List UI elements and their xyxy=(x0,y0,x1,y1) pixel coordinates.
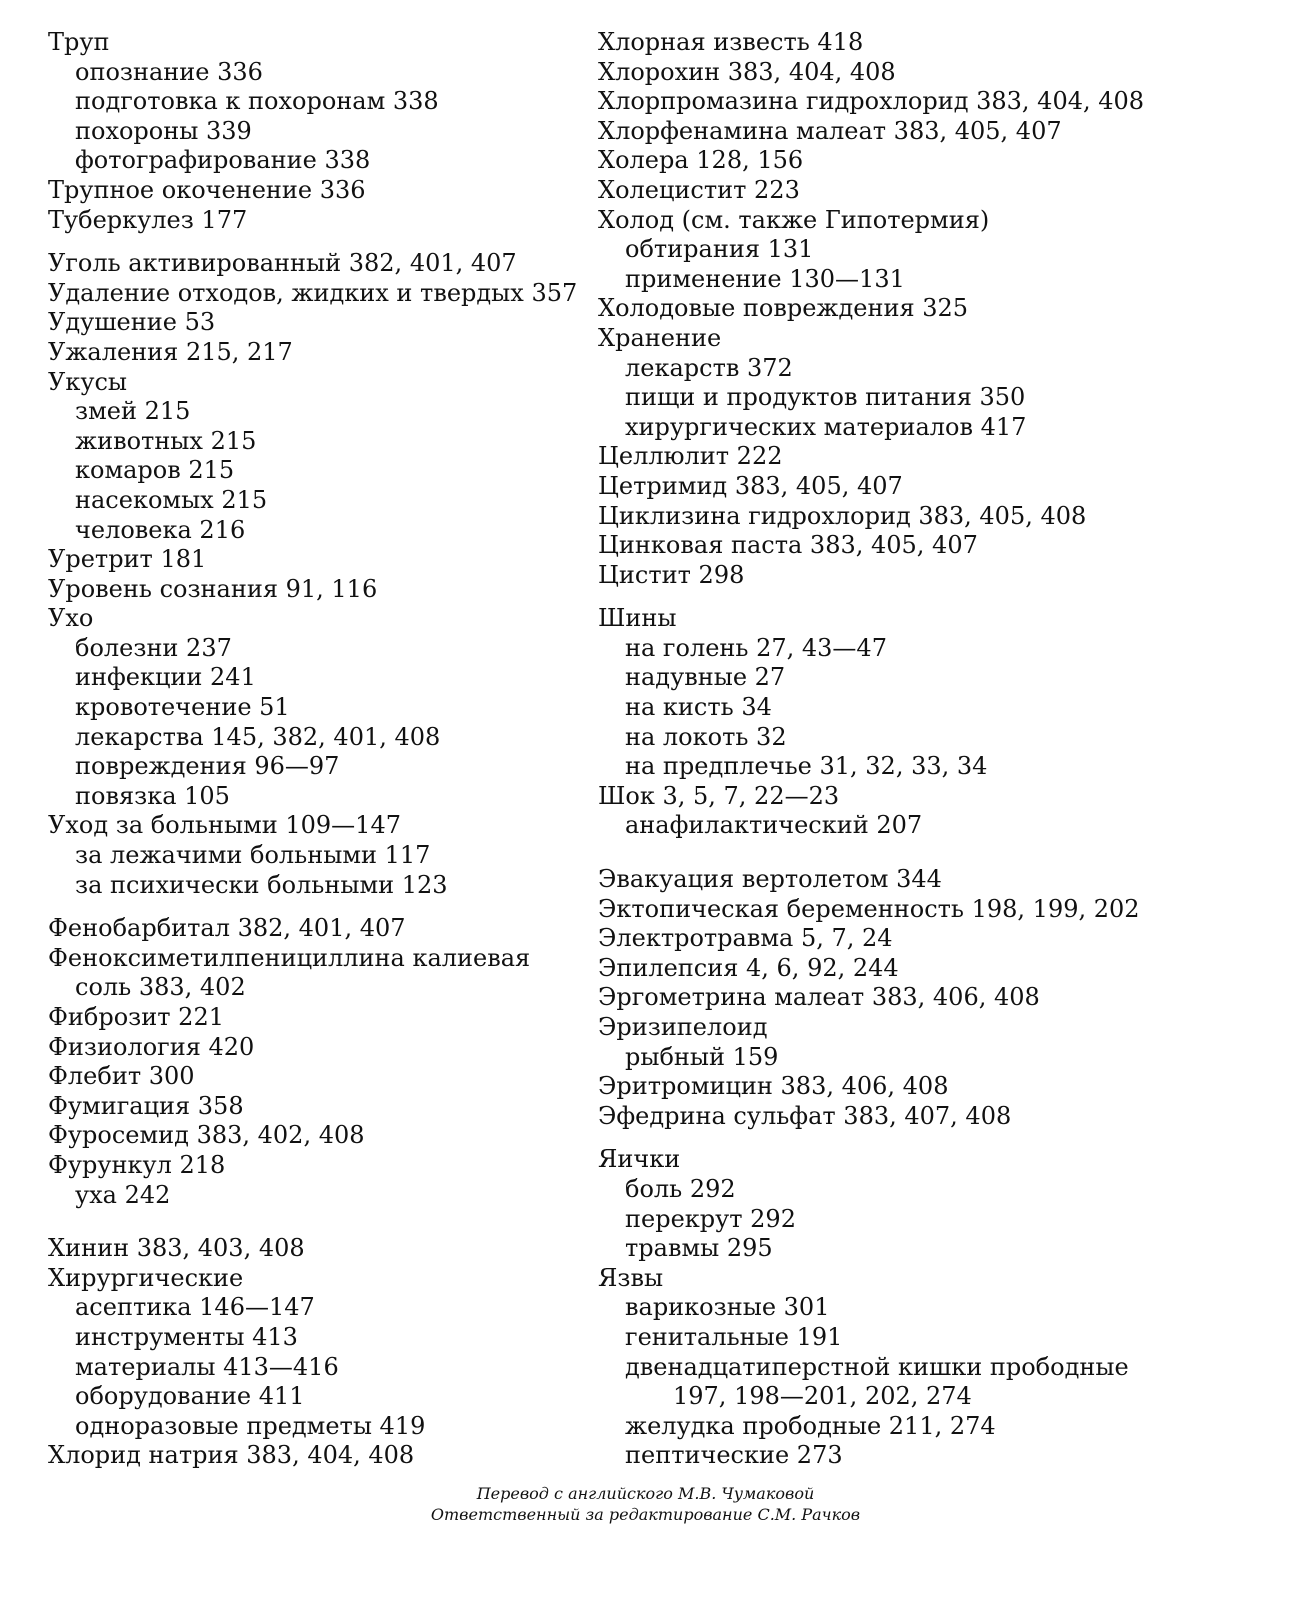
translator-credit: Перевод с английского М.В. Чумаковой xyxy=(476,1484,815,1503)
index-subentry: за психически больными 123 xyxy=(75,870,448,899)
section-gap xyxy=(48,900,588,914)
index-entry: Холод (см. также Гипотермия) xyxy=(598,205,990,234)
index-subentry: 197, 198—201, 202, 274 xyxy=(673,1382,972,1411)
index-entry: Хлорная известь 418 xyxy=(598,28,864,56)
index-subentry: инфекции 241 xyxy=(75,663,256,692)
index-entry: Шок 3, 5, 7, 22—23 xyxy=(598,781,840,810)
index-entry: Эфедрина сульфат 383, 407, 408 xyxy=(598,1101,1012,1130)
index-entry: Хлорохин 383, 404, 408 xyxy=(598,57,896,86)
index-subentry: насекомых 215 xyxy=(75,485,268,514)
index-entry: Укусы xyxy=(48,367,128,396)
index-entry: Фуросемид 383, 402, 408 xyxy=(48,1121,365,1150)
index-subentry: змей 215 xyxy=(75,397,191,426)
section-gap xyxy=(48,1210,588,1234)
index-subentry: лекарства 145, 382, 401, 408 xyxy=(75,722,441,751)
index-subentry: травмы 295 xyxy=(625,1234,773,1263)
index-subentry: оборудование 411 xyxy=(75,1382,305,1411)
index-subentry: за лежачими больными 117 xyxy=(75,841,431,870)
index-subentry: опознание 336 xyxy=(75,57,263,86)
index-entry: Трупное окоченение 336 xyxy=(48,175,366,204)
index-subentry: обтирания 131 xyxy=(625,235,814,264)
imprint-footer xyxy=(0,1483,1291,1525)
index-entry: Фиброзит 221 xyxy=(48,1003,224,1031)
index-entry: Фумигация 358 xyxy=(48,1091,244,1120)
section-gap xyxy=(48,235,588,249)
index-subentry: на предплечье 31, 32, 33, 34 xyxy=(625,752,988,781)
index-entry: Эктопическая беременность 198, 199, 202 xyxy=(598,894,1140,923)
index-subentry: перекрут 292 xyxy=(625,1204,796,1233)
index-entry: Хинин 383, 403, 408 xyxy=(48,1234,305,1263)
index-subentry: желудка прободные 211, 274 xyxy=(625,1411,996,1440)
index-subentry: человека 216 xyxy=(75,515,246,544)
index-entry: Хирургические xyxy=(48,1263,244,1292)
index-entry: Яички xyxy=(598,1145,681,1174)
index-entry: Фурункул 218 xyxy=(48,1150,226,1179)
index-subentry: инструменты 413 xyxy=(75,1322,298,1351)
index-subentry: генитальные 191 xyxy=(625,1322,843,1351)
index-subentry: повреждения 96—97 xyxy=(75,752,340,781)
index-subentry: боль 292 xyxy=(625,1174,736,1203)
index-entry: Целлюлит 222 xyxy=(598,442,783,471)
index-subentry: анафилактический 207 xyxy=(625,811,923,840)
index-entry: Ужаления 215, 217 xyxy=(48,337,293,366)
index-subentry: одноразовые предметы 419 xyxy=(75,1411,426,1440)
index-entry: Эпилепсия 4, 6, 92, 244 xyxy=(598,953,899,982)
index-entry: Циклизина гидрохлорид 383, 405, 408 xyxy=(598,501,1087,530)
index-subentry: варикозные 301 xyxy=(625,1293,830,1322)
index-entry: Эвакуация вертолетом 344 xyxy=(598,865,942,894)
index-entry: Фенобарбитал 382, 401, 407 xyxy=(48,914,406,943)
index-entry: Хранение xyxy=(598,323,722,352)
index-entry: Уход за больными 109—147 xyxy=(48,811,401,840)
index-entry: Уретрит 181 xyxy=(48,545,207,574)
index-subentry: асептика 146—147 xyxy=(75,1293,315,1322)
index-subentry: болезни 237 xyxy=(75,633,232,662)
index-subentry: хирургических материалов 417 xyxy=(625,412,1027,441)
index-subentry: применение 130—131 xyxy=(625,264,905,293)
index-entry: Удаление отходов, жидких и твердых 357 xyxy=(48,278,578,307)
index-entry: Физиология 420 xyxy=(48,1032,255,1061)
index-entry: Эргометрина малеат 383, 406, 408 xyxy=(598,983,1040,1012)
index-entry: Эризипелоид xyxy=(598,1013,768,1041)
index-subentry: фотографирование 338 xyxy=(75,146,371,175)
index-subentry: похороны 339 xyxy=(75,116,252,145)
index-column-left xyxy=(48,28,588,1471)
index-entry: Феноксиметилпенициллина калиевая xyxy=(48,943,531,972)
index-entry: Эритромицин 383, 406, 408 xyxy=(598,1072,949,1101)
section-gap xyxy=(598,1131,1258,1145)
index-entry: Холера 128, 156 xyxy=(598,146,804,175)
index-entry: Хлорфенамина малеат 383, 405, 407 xyxy=(598,116,1062,145)
section-gap xyxy=(598,841,1258,865)
index-subentry: кровотечение 51 xyxy=(75,693,290,722)
index-entry: Холецистит 223 xyxy=(598,175,800,204)
index-subentry: пищи и продуктов питания 350 xyxy=(625,383,1026,412)
index-entry: Ухо xyxy=(48,604,94,633)
index-entry: Холодовые повреждения 325 xyxy=(598,294,969,323)
index-subentry: животных 215 xyxy=(75,426,257,455)
index-entry: Хлорид натрия 383, 404, 408 xyxy=(48,1441,415,1470)
index-subentry: рыбный 159 xyxy=(625,1042,779,1071)
editor-credit: Ответственный за редактирование С.М. Рачков xyxy=(430,1505,861,1524)
index-entry: Уровень сознания 91, 116 xyxy=(48,574,378,603)
index-subentry: пептические 273 xyxy=(625,1441,843,1470)
section-gap xyxy=(598,590,1258,604)
index-entry: Туберкулез 177 xyxy=(48,205,248,234)
index-entry: Электротравма 5, 7, 24 xyxy=(598,924,893,953)
index-subentry: двенадцатиперстной кишки прободные xyxy=(625,1352,1129,1381)
index-subentry: подготовка к похоронам 338 xyxy=(75,87,439,116)
index-subentry: повязка 105 xyxy=(75,781,230,810)
index-column-right xyxy=(598,28,1258,1471)
index-entry: Труп xyxy=(48,28,110,56)
index-subentry: материалы 413—416 xyxy=(75,1352,339,1381)
index-subentry: соль 383, 402 xyxy=(75,973,246,1002)
index-entry: Удушение 53 xyxy=(48,308,216,337)
index-entry: Язвы xyxy=(598,1263,664,1292)
index-entry: Флебит 300 xyxy=(48,1062,195,1091)
index-subentry: на кисть 34 xyxy=(625,693,772,722)
index-entry: Цинковая паста 383, 405, 407 xyxy=(598,531,978,560)
index-subentry: на локоть 32 xyxy=(625,722,787,751)
index-entry: Хлорпромазина гидрохлорид 383, 404, 408 xyxy=(598,87,1145,116)
index-entry: Шины xyxy=(598,604,677,633)
index-subentry: комаров 215 xyxy=(75,456,235,485)
index-subentry: лекарств 372 xyxy=(625,353,793,382)
index-entry: Цетримид 383, 405, 407 xyxy=(598,471,903,500)
index-subentry: надувные 27 xyxy=(625,663,786,692)
index-entry: Цистит 298 xyxy=(598,560,745,589)
index-subentry: уха 242 xyxy=(75,1180,171,1209)
index-subentry: на голень 27, 43—47 xyxy=(625,633,887,662)
index-entry: Уголь активированный 382, 401, 407 xyxy=(48,249,517,278)
